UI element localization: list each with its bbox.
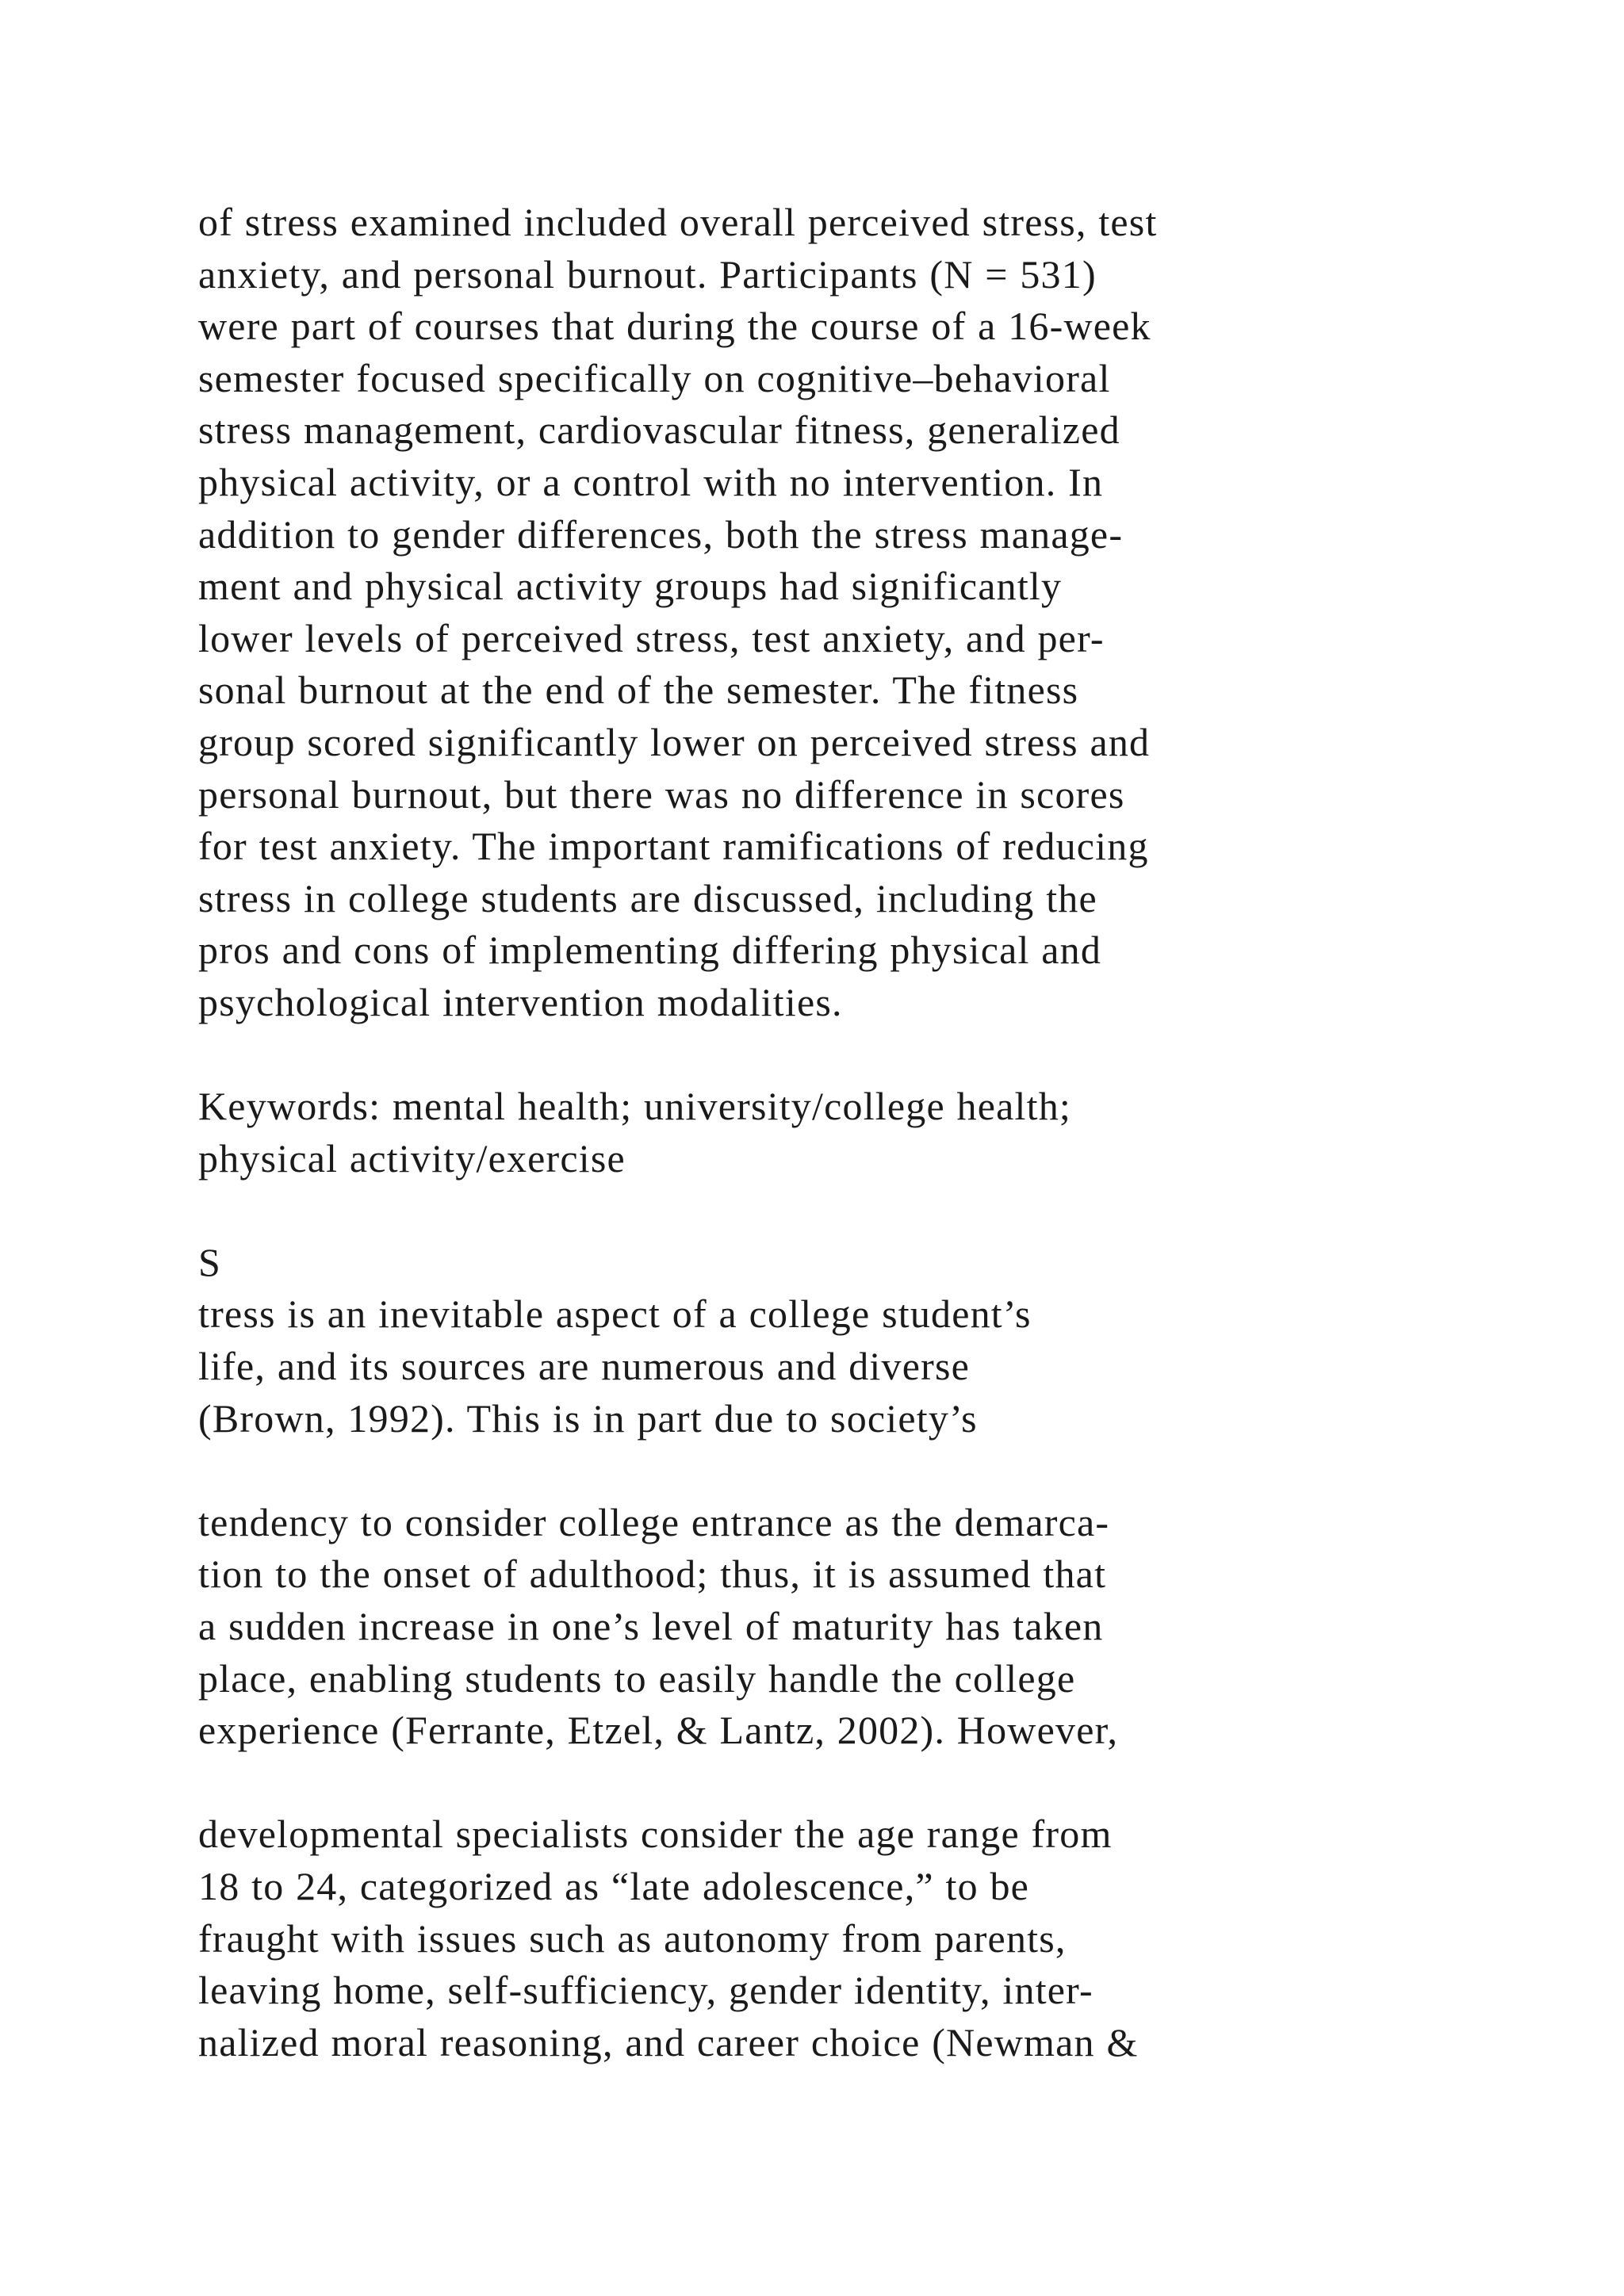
- keywords-line: Keywords: mental health; university/college health;: [198, 1084, 1072, 1129]
- body-line: nalized moral reasoning, and career choice (Newman &: [198, 2019, 1139, 2064]
- spacer: [198, 1029, 1546, 1081]
- body-line: life, and its sources are numerous and diverse: [198, 1344, 971, 1389]
- abstract-line: pros and cons of implementing differing physical and: [198, 928, 1102, 973]
- body-paragraph: [198, 1808, 1546, 2068]
- body-line: developmental specialists consider the age range from: [198, 1812, 1113, 1857]
- body-line: experience (Ferrante, Etzel, & Lantz, 2002). However,: [198, 1708, 1119, 1753]
- abstract-paragraph: [198, 197, 1546, 1029]
- body-line: 18 to 24, categorized as “late adolescence,” to be: [198, 1864, 1030, 1908]
- body-paragraph: [198, 1497, 1546, 1757]
- spacer: [198, 1757, 1546, 1809]
- keywords-paragraph: [198, 1081, 1546, 1184]
- spacer: [198, 1445, 1546, 1497]
- abstract-line: physical activity, or a control with no intervention. In: [198, 459, 1104, 504]
- body-line: leaving home, self-sufficiency, gender identity, inter-: [198, 1968, 1094, 2013]
- body-line: a sudden increase in one’s level of maturity has taken: [198, 1604, 1104, 1649]
- abstract-line: for test anxiety. The important ramifications of reducing: [198, 824, 1149, 869]
- abstract-line: lower levels of perceived stress, test anxiety, and per-: [198, 615, 1105, 660]
- abstract-line: were part of courses that during the course of a 16-week: [198, 304, 1151, 349]
- body-line: (Brown, 1992). This is in part due to society’s: [198, 1395, 978, 1441]
- drop-cap-letter: S: [198, 1239, 222, 1284]
- abstract-line: anxiety, and personal burnout. Participants (N = 531): [198, 251, 1097, 297]
- abstract-line: of stress examined included overall perceived stress, test: [198, 200, 1158, 244]
- abstract-line: stress in college students are discussed, including the: [198, 875, 1097, 920]
- keywords-line: physical activity/exercise: [198, 1135, 626, 1181]
- abstract-line: ment and physical activity groups had significantly: [198, 564, 1063, 609]
- text-column: [198, 197, 1546, 2068]
- body-line: tion to the onset of adulthood; thus, it is assumed that: [198, 1552, 1107, 1597]
- body-line: tress is an inevitable aspect of a college student’s: [198, 1292, 1032, 1337]
- body-line: place, enabling students to easily handle the college: [198, 1655, 1076, 1701]
- body-line: fraught with issues such as autonomy from parents,: [198, 1915, 1067, 1961]
- abstract-line: psychological intervention modalities.: [198, 979, 843, 1024]
- abstract-line: addition to gender differences, both the stress manage-: [198, 511, 1124, 557]
- abstract-line: sonal burnout at the end of the semester. The fitness: [198, 668, 1079, 713]
- abstract-line: stress management, cardiovascular fitness, generalized: [198, 408, 1120, 453]
- spacer: [198, 1184, 1546, 1237]
- body-line: tendency to consider college entrance as the demarca-: [198, 1499, 1110, 1544]
- abstract-line: group scored significantly lower on perceived stress and: [198, 719, 1151, 764]
- body-paragraph: [198, 1288, 1546, 1445]
- abstract-line: personal burnout, but there was no difference in scores: [198, 771, 1125, 817]
- abstract-line: semester focused specifically on cognitive–behavioral: [198, 355, 1111, 400]
